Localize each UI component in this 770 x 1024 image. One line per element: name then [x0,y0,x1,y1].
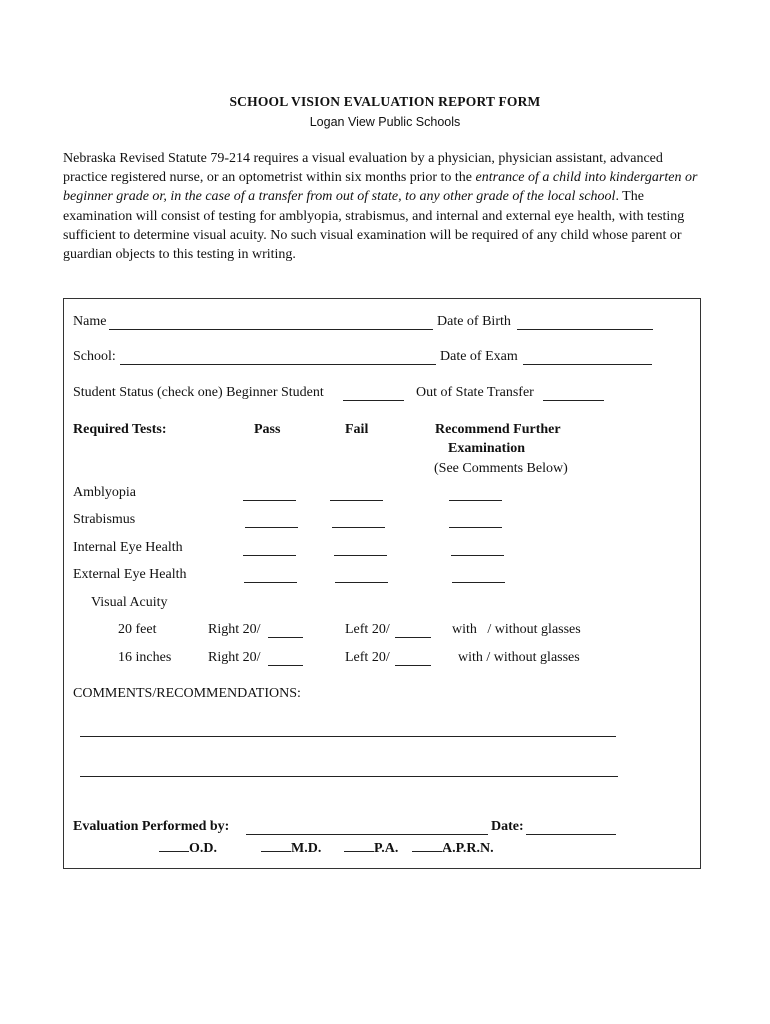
name-label: Name [73,314,107,329]
form-box [63,298,701,869]
acuity-distance-20ft: 20 feet [118,622,157,637]
acuity-right-label-20ft: Right 20/ [208,622,261,637]
recommend-header-1: Recommend Further [435,422,561,437]
credential-md[interactable] [261,839,321,857]
acuity-glasses-16in[interactable]: with / without glasses [458,650,580,665]
credential-md-check[interactable] [261,839,291,852]
recommend-header-3: (See Comments Below) [434,461,568,476]
acuity-left-20ft-field[interactable] [395,637,431,638]
internal-fail[interactable] [334,555,387,556]
exam-date-field[interactable] [523,364,652,365]
acuity-distance-16in: 16 inches [118,650,172,665]
credential-pa[interactable] [344,839,398,857]
credential-md-label: M.D. [291,841,322,856]
comments-line-1[interactable] [80,736,616,737]
internal-recommend[interactable] [451,555,504,556]
amblyopia-fail[interactable] [330,500,383,501]
internal-pass[interactable] [243,555,296,556]
strabismus-pass[interactable] [245,527,298,528]
required-tests-header: Required Tests: [73,422,167,437]
intro-paragraph [63,149,703,264]
page-subtitle: Logan View Public Schools [309,115,461,129]
amblyopia-recommend[interactable] [449,500,502,501]
intro-text-2: . The examination will consist of testing for amblyopia, strabismus, and internal and external eye health, with testing sufficient to determine visual acuity. No such visual examination will be required of any child whose parent or guardian objects to this testing in writing. [63,189,685,263]
comments-label: COMMENTS/RECOMMENDATIONS: [73,686,301,701]
name-field[interactable] [109,329,433,330]
external-recommend[interactable] [452,582,505,583]
intro-text-1: Nebraska Revised Statute 79-214 requires a visual evaluation by a physician, physician assistant, advanced practice registered nurse, or an optometrist within six months prior to the [63,151,663,186]
acuity-left-label-20ft: Left 20/ [345,622,390,637]
fail-header: Fail [345,422,369,437]
recommend-header-2: Examination [448,441,526,456]
credential-od-check[interactable] [159,839,189,852]
acuity-right-label-16in: Right 20/ [208,650,261,665]
performed-by-field[interactable] [246,834,488,835]
performed-by-label: Evaluation Performed by: [73,819,230,834]
dob-field[interactable] [517,329,653,330]
strabismus-recommend[interactable] [449,527,502,528]
school-label: School: [73,349,116,364]
test-label-external: External Eye Health [73,567,187,582]
credential-aprn-label: A.P.R.N. [442,841,494,856]
acuity-right-16in-field[interactable] [268,665,303,666]
visual-acuity-label: Visual Acuity [91,595,168,610]
credential-pa-check[interactable] [344,839,374,852]
signature-date-field[interactable] [526,834,616,835]
acuity-left-16in-field[interactable] [395,665,431,666]
test-label-amblyopia: Amblyopia [73,485,136,500]
test-label-strabismus: Strabismus [73,512,136,527]
acuity-left-label-16in: Left 20/ [345,650,390,665]
transfer-label: Out of State Transfer [416,385,534,400]
test-label-internal: Internal Eye Health [73,540,183,555]
comments-line-2[interactable] [80,776,618,777]
intro-text-italic: entrance of a child into kindergarten or beginner grade or, in the case of a transfer from out of state, to any other grade of the local school [63,170,698,205]
acuity-glasses-20ft[interactable]: with / without glasses [452,622,581,637]
acuity-right-20ft-field[interactable] [268,637,303,638]
exam-date-label: Date of Exam [440,349,518,364]
page-title: SCHOOL VISION EVALUATION REPORT FORM [229,94,541,109]
external-fail[interactable] [335,582,388,583]
credential-od-label: O.D. [189,841,217,856]
credential-aprn[interactable] [412,839,494,857]
signature-date-label: Date: [491,819,524,834]
status-label: Student Status (check one) Beginner Student [73,385,324,400]
transfer-check[interactable] [543,400,604,401]
credential-aprn-check[interactable] [412,839,442,852]
strabismus-fail[interactable] [332,527,385,528]
credential-pa-label: P.A. [374,841,399,856]
external-pass[interactable] [244,582,297,583]
amblyopia-pass[interactable] [243,500,296,501]
beginner-student-check[interactable] [343,400,404,401]
credential-od[interactable] [159,839,217,857]
dob-label: Date of Birth [437,314,511,329]
school-field[interactable] [120,364,436,365]
pass-header: Pass [254,422,281,437]
